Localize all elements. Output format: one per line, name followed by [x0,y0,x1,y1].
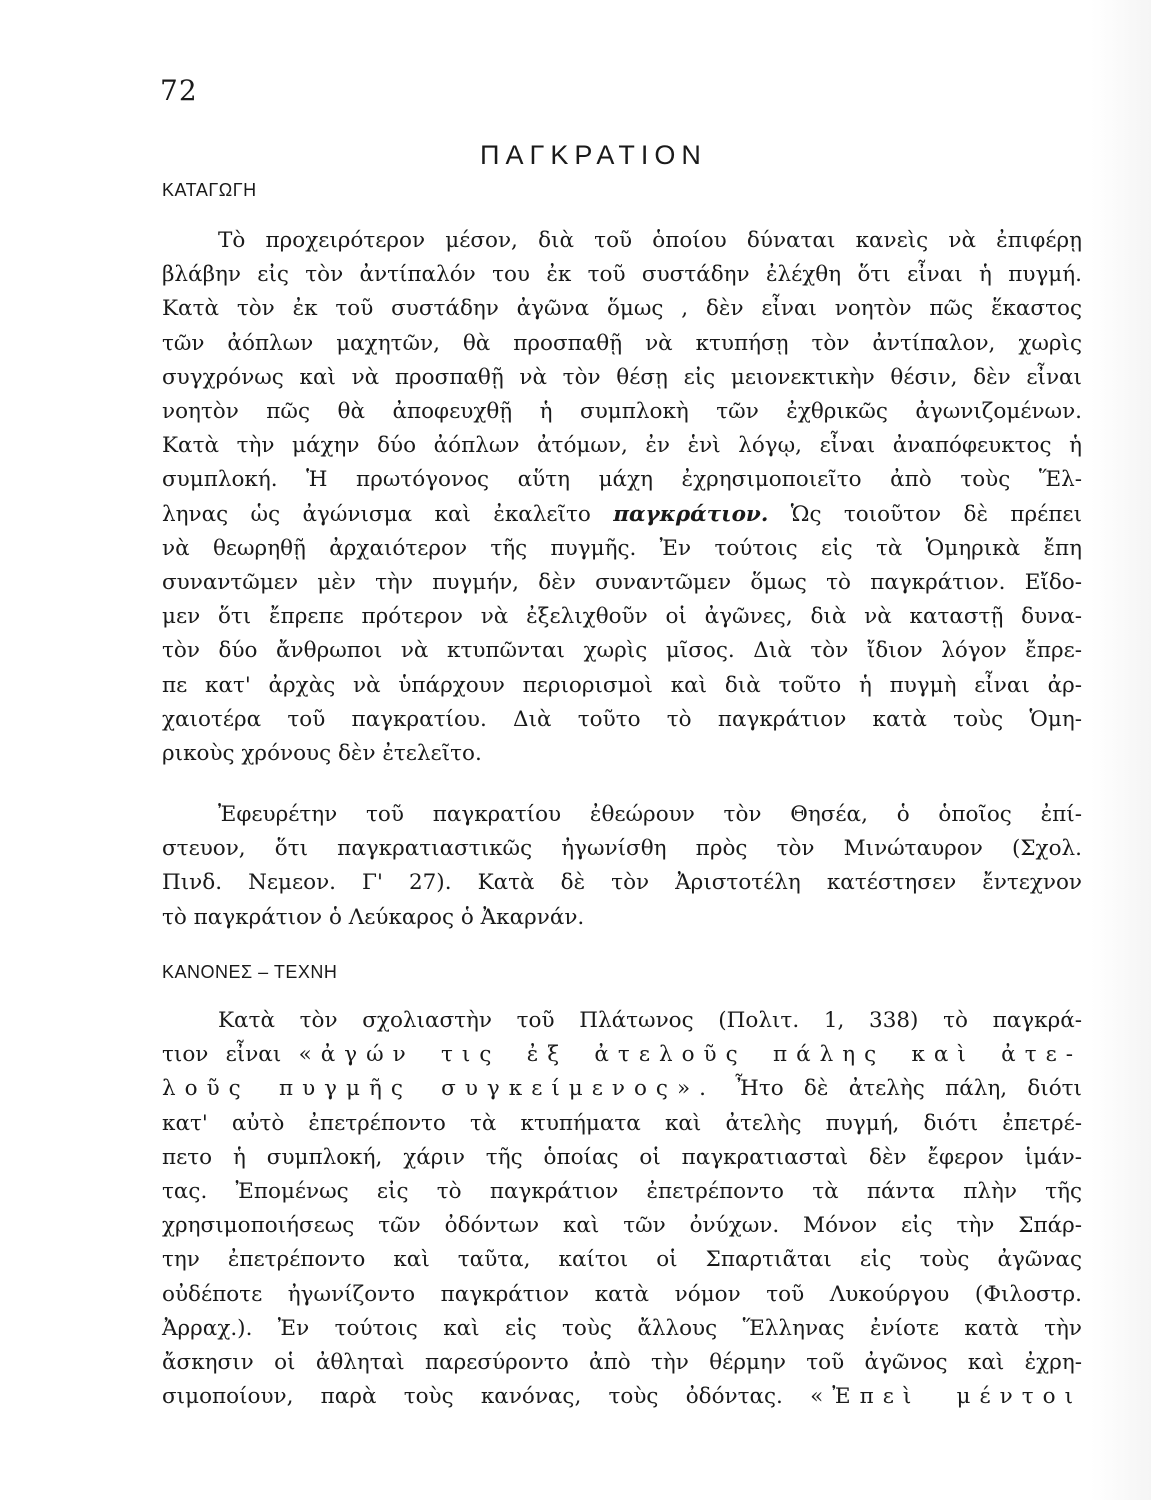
text-line: Ἀρραχ.). Ἐν τούτοις καὶ εἰς τοὺς ἄλλους Ἕλληνας ἐνίοτε κατὰ τὴν [162,1315,1082,1341]
text-line-mixed [162,498,1082,532]
text-segment: Ἦτο δὲ ἀτελὴς πάλη, διότι [735,1076,1082,1102]
quoted-definition: «ἀγών τις ἐξ ἀτελοῦς πάλης καὶ ἀτε- [298,1042,1082,1068]
quoted-definition: «Ἐπεὶ μέντοι [810,1384,1083,1410]
text-line: πε κατ' ἀρχὰς νὰ ὑπάρχουν περιορισμοὶ καὶ διὰ τοῦτο ἡ πυγμὴ εἶναι ἀρ- [162,672,1082,698]
text-line-mixed [162,1380,1082,1414]
emphasized-term: παγκράτιον. [613,501,769,527]
section-heading-rules: ΚΑΝΟΝΕΣ – ΤΕΧΝΗ [162,962,338,982]
text-line-mixed [162,1072,1082,1106]
text-line: συναντῶμεν μὲν τὴν πυγμήν, δὲν συναντῶμεν ὅμως τὸ παγκράτιον. Εἴδο- [162,570,1082,596]
text-line: στευον, ὅτι παγκρατιαστικῶς ἠγωνίσθη πρὸς τὸν Μινώταυρον (Σχολ. [162,836,1082,862]
text-line: πετο ἡ συμπλοκή, χάριν τῆς ὁποίας οἱ παγκρατιασταὶ δὲν ἔφερον ἱμάν- [162,1144,1082,1170]
text-line: τας. Ἐπομένως εἰς τὸ παγκράτιον ἐπετρέποντο τὰ πάντα πλὴν τῆς [162,1179,1082,1205]
text-line: ἄσκησιν οἱ ἀθληταὶ παρεσύροντο ἀπὸ τὴν θέρμην τοῦ ἀγῶνος καὶ ἐχρη- [162,1350,1082,1376]
text-line: χρησιμοποιήσεως τῶν ὀδόντων καὶ τῶν ὀνύχων. Μόνον εἰς τὴν Σπάρ- [162,1213,1082,1239]
text-line: νοητὸν πῶς θὰ ἀποφευχθῇ ἡ συμπλοκὴ τῶν ἐχθρικῶς ἀγωνιζομένων. [162,399,1082,425]
text-line-mixed [162,1038,1082,1072]
text-line: τὸ παγκράτιον ὁ Λεύκαρος ὁ Ἀκαρνάν. [162,904,585,930]
paragraph-origin-2 [162,798,1082,935]
page-number: 72 [160,74,198,107]
paragraph-rules [162,1004,1082,1414]
text-line: βλάβην εἰς τὸν ἀντίπαλόν του ἐκ τοῦ συστάδην ἐλέχθη ὅτι εἶναι ἡ πυγμή. [162,262,1082,288]
text-line: Κατὰ τὸν ἐκ τοῦ συστάδην ἀγῶνα ὅμως , δὲν εἶναι νοητὸν πῶς ἕκαστος [162,296,1082,322]
text-line: συμπλοκή. Ἡ πρωτόγονος αὕτη μάχη ἐχρησιμοποιεῖτο ἀπὸ τοὺς Ἕλ- [162,467,1082,493]
text-segment: τιον εἶναι [162,1042,282,1068]
text-segment: Ὡς τοιοῦτον δὲ πρέπει [790,501,1082,527]
section-heading-origin: ΚΑΤΑΓΩΓΗ [162,180,257,200]
paragraph-origin-1 [162,224,1082,771]
text-line: Κατὰ τὴν μάχην δύο ἀόπλων ἀτόμων, ἐν ἑνὶ λόγῳ, εἶναι ἀναπόφευκτος ἡ [162,433,1082,459]
text-line: ρικοὺς χρόνους δὲν ἐτελεῖτο. [162,741,482,767]
text-line: τὸν δύο ἄνθρωποι νὰ κτυπῶνται χωρὶς μῖσος. Διὰ τὸν ἴδιον λόγον ἔπρε- [162,638,1082,664]
text-segment: σιμοποίουν, παρὰ τοὺς κανόνας, τοὺς ὀδόντας. [162,1384,783,1410]
scan-edge-shadow [1091,0,1151,1500]
text-line: την ἐπετρέποντο καὶ ταῦτα, καίτοι οἱ Σπαρτιᾶται εἰς τοὺς ἀγῶνας [162,1247,1082,1273]
text-segment: ληνας ὡς ἀγώνισμα καὶ ἐκαλεῖτο [162,501,591,527]
text-line: συγχρόνως καὶ νὰ προσπαθῇ νὰ τὸν θέσῃ εἰς μειονεκτικὴν θέσιν, δὲν εἶναι [162,364,1082,390]
text-line: Ἐφευρέτην τοῦ παγκρατίου ἐθεώρουν τὸν Θησέα, ὁ ὁποῖος ἐπί- [218,802,1082,827]
text-line: Πινδ. Νεμεον. Γ' 27). Κατὰ δὲ τὸν Ἀριστοτέλη κατέστησεν ἔντεχνον [162,870,1082,896]
page-title: ΠΑΓΚΡΑΤΙΟΝ [480,140,707,170]
text-line: χαιοτέρα τοῦ παγκρατίου. Διὰ τοῦτο τὸ παγκράτιον κατὰ τοὺς Ὁμη- [162,706,1082,732]
text-line: Τὸ προχειρότερον μέσον, διὰ τοῦ ὁποίου δύναται κανεὶς νὰ ἐπιφέρῃ [218,228,1082,253]
text-line: τῶν ἀόπλων μαχητῶν, θὰ προσπαθῇ νὰ κτυπήσῃ τὸν ἀντίπαλον, χωρὶς [162,330,1082,356]
text-line: νὰ θεωρηθῇ ἀρχαιότερον τῆς πυγμῆς. Ἐν τούτοις εἰς τὰ Ὁμηρικὰ ἔπη [162,535,1082,561]
text-line: οὐδέποτε ἠγωνίζοντο παγκράτιον κατὰ νόμον τοῦ Λυκούργου (Φιλοστρ. [162,1281,1082,1307]
text-line: μεν ὅτι ἔπρεπε πρότερον νὰ ἐξελιχθοῦν οἱ ἀγῶνες, διὰ νὰ καταστῇ δυνα- [162,604,1082,630]
quoted-definition: λοῦς πυγμῆς συγκείμενος». [162,1076,715,1102]
text-line: κατ' αὐτὸ ἐπετρέποντο τὰ κτυπήματα καὶ ἀτελὴς πυγμή, διότι ἐπετρέ- [162,1110,1082,1136]
text-line: Κατὰ τὸν σχολιαστὴν τοῦ Πλάτωνος (Πολιτ. 1, 338) τὸ παγκρά- [218,1008,1082,1033]
